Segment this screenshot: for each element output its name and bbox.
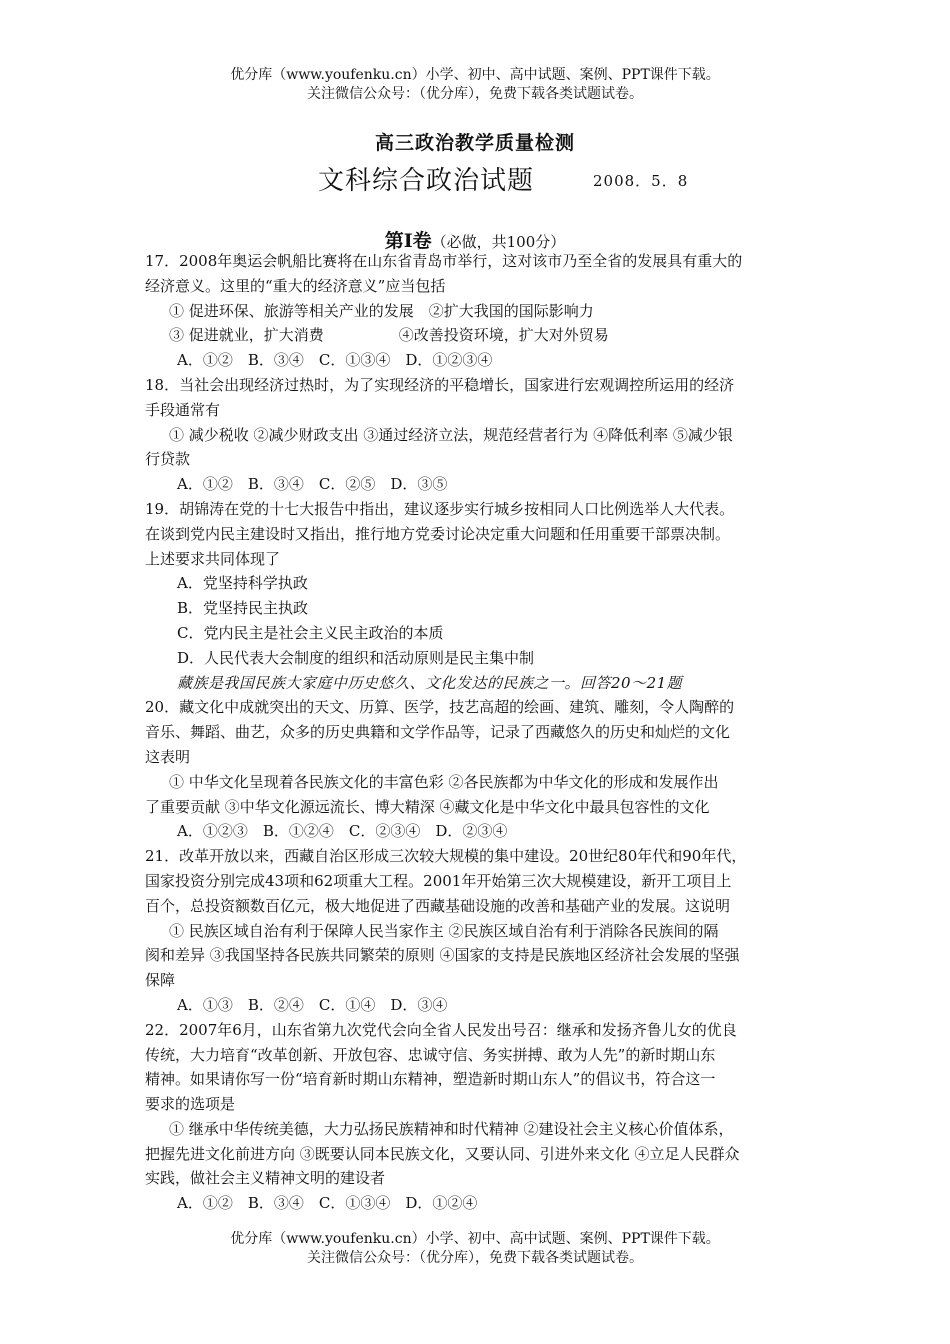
text-line: 经济意义。这里的“重大的经济意义”应当包括 [145,276,446,295]
group-prompt: 藏族是我国民族大家庭中历史悠久、文化发达的民族之一。回答20～21题 [177,673,683,692]
text-line: 了重要贡献 ③中华文化源远流长、博大精深 ④藏文化是中华文化中最具包容性的文化 [145,797,710,816]
option-line: ① 促进环保、旅游等相关产业的发展 ②扩大我国的国际影响力 [169,301,594,320]
text-line: 21．改革开放以来，西藏自治区形成三次较大规模的集中建设。20世纪80年代和90年代， [145,847,747,866]
text-line: 音乐、舞蹈、曲艺，众多的历史典籍和文学作品等，记录了西藏悠久的历史和灿烂的文化 [145,723,731,742]
text-line: 把握先进文化前进方向 ③既要认同本民族文化，又要认同、引进外来文化 ④立足人民群众 [145,1144,740,1163]
text-line: 实践，做社会主义精神文明的建设者 [145,1169,386,1188]
question-body [145,249,813,1216]
answer-choice: D．人民代表大会制度的组织和活动原则是民主集中制 [177,648,535,667]
text-line: 阂和差异 ③我国坚持各民族共同繁荣的原则 ④国家的支持是民族地区经济社会发展的坚强 [145,946,740,965]
page-header [0,66,950,104]
text-line: 保障 [145,971,176,990]
answer-choices: A．①② B．③④ C．①③④ D．①②③④ [177,351,493,370]
exam-subtitle: 高三政治教学质量检测 [374,132,575,154]
text-line: 要求的选项是 [145,1095,236,1114]
exam-date: 2008．5．8 [593,172,689,190]
answer-choice: B．党坚持民主执政 [177,599,309,618]
text-line: 在谈到党内民主建设时又指出，推行地方党委讨论决定重大问题和任用重要干部票决制。 [145,524,731,543]
header-line-1: 优分库（www.youfenku.cn）小学、初中、高中试题、案例、PPT课件下载。 [230,67,720,83]
section-note: （必做，共100分） [431,233,566,251]
exam-title: 文科综合政治试题 [318,166,535,196]
text-line: 百个，总投资额数百亿元，极大地促进了西藏基础设施的改善和基础产业的发展。这说明 [145,896,731,915]
text-line: 上述要求共同体现了 [145,549,281,568]
option-line: ① 减少税收 ②减少财政支出 ③通过经济立法，规范经营者行为 ④降低利率 ⑤减少银 [169,425,733,444]
footer-line-1: 优分库（www.youfenku.cn）小学、初中、高中试题、案例、PPT课件下载。 [230,1231,720,1247]
option-line: ① 中华文化呈现着各民族文化的丰富色彩 ②各民族都为中华文化的形成和发展作出 [169,772,719,791]
answer-choices: A．①③ B．②④ C．①④ D．③④ [177,995,448,1014]
text-line: 19．胡锦涛在党的十七大报告中指出，建议逐步实行城乡按相同人口比例选举人大代表。 [145,499,735,518]
option-line: ① 民族区域自治有利于保障人民当家作主 ②民族区域自治有利于消除各民族间的隔 [169,921,719,940]
text-line: 18．当社会出现经济过热时，为了实现经济的平稳增长，国家进行宏观调控所运用的经济 [145,375,735,394]
header-line-2: 关注微信公众号：（优分库），免费下载各类试题试卷。 [307,86,643,102]
text-line: 这表明 [145,747,191,766]
answer-choices: A．①②③ B．①②④ C．②③④ D．②③④ [177,822,508,841]
option-line: ③ 促进就业，扩大消费 ④改善投资环境，扩大对外贸易 [169,326,609,345]
answer-choice: C．党内民主是社会主义民主政治的本质 [177,623,444,642]
page-footer [0,1230,950,1268]
answer-choices: A．①② B．③④ C．②⑤ D．③⑤ [177,475,448,494]
text-line: 行贷款 [145,450,191,469]
answer-choices: A．①② B．③④ C．①③④ D．①②④ [177,1194,478,1213]
text-line: 20．藏文化中成就突出的天文、历算、医学，技艺高超的绘画、建筑、雕刻，令人陶醉的 [145,698,735,717]
section-label: 第Ⅰ卷 [384,230,432,252]
text-line: 精神。如果请你写一份“培育新时期山东精神，塑造新时期山东人”的倡议书，符合这一 [145,1070,716,1089]
text-line: 手段通常有 [145,400,221,419]
text-line: 传统，大力培育“改革创新、开放包容、忠诚守信、务实拼搏、敢为人先”的新时期山东 [145,1045,716,1064]
text-line: 国家投资分别完成43项和62项重大工程。2001年开始第三次大规模建设，新开工项目上 [145,871,732,890]
footer-line-2: 关注微信公众号：（优分库），免费下载各类试题试卷。 [307,1250,643,1266]
text-line: 17．2008年奥运会帆船比赛将在山东省青岛市举行，这对该市乃至全省的发展具有重大的 [145,252,743,270]
option-line: ① 继承中华传统美德，大力弘扬民族精神和时代精神 ②建设社会主义核心价值体系， [169,1119,734,1138]
answer-choice: A．党坚持科学执政 [177,574,308,593]
text-line: 22．2007年6月，山东省第九次党代会向全省人民发出号召：继承和发扬齐鲁儿女的优良 [145,1020,737,1039]
